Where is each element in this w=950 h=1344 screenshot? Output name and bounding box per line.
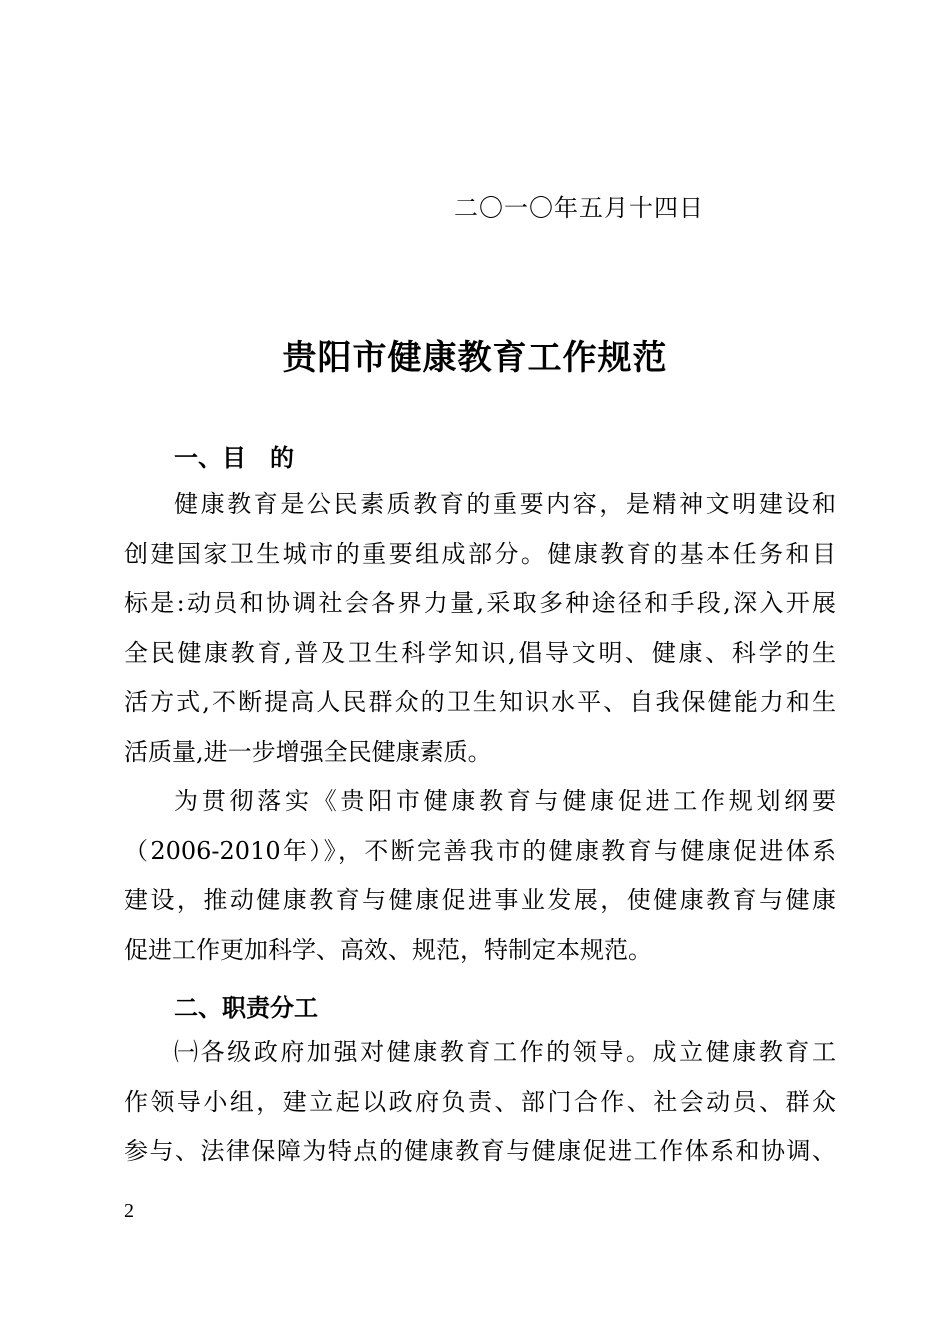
- paragraph-line: ㈠各级政府加强对健康教育工作的领导。成立健康教育工: [174, 1038, 836, 1066]
- paragraph-line: 创建国家卫生城市的重要组成部分。健康教育的基本任务和目: [124, 539, 836, 568]
- paragraph-line: 促进工作更加科学、高效、规范，特制定本规范。: [124, 935, 652, 964]
- paragraph-line: （2006-2010年）》，不断完善我市的健康教育与健康促进体系: [124, 836, 836, 865]
- document-title: 贵阳市健康教育工作规范: [282, 338, 668, 378]
- section-heading-purpose: 一、目 的: [174, 443, 294, 472]
- paragraph-line: 为贯彻落实《贵阳市健康教育与健康促进工作规划纲要: [174, 787, 836, 815]
- paragraph-line: 建设，推动健康教育与健康促进事业发展，使健康教育与健康: [124, 886, 836, 914]
- paragraph-line: 健康教育是公民素质教育的重要内容，是精神文明建设和: [174, 490, 836, 518]
- paragraph-line: 作领导小组，建立起以政府负责、部门合作、社会动员、群众: [124, 1087, 836, 1116]
- paragraph-line: 活方式,不断提高人民群众的卫生知识水平、自我保健能力和生: [124, 688, 836, 716]
- paragraph-line: 标是:动员和协调社会各界力量,采取多种途径和手段,深入开展: [124, 589, 836, 617]
- paragraph-line: 全民健康教育,普及卫生科学知识,倡导文明、健康、科学的生: [124, 638, 836, 667]
- paragraph-line: 活质量,进一步增强全民健康素质。: [124, 737, 492, 766]
- document-date: 二〇一〇年五月十四日: [454, 194, 704, 222]
- page-number: 2: [124, 1200, 134, 1222]
- paragraph-line: 参与、法律保障为特点的健康教育与健康促进工作体系和协调、: [124, 1137, 836, 1165]
- section-heading-duties: 二、职责分工: [174, 993, 318, 1022]
